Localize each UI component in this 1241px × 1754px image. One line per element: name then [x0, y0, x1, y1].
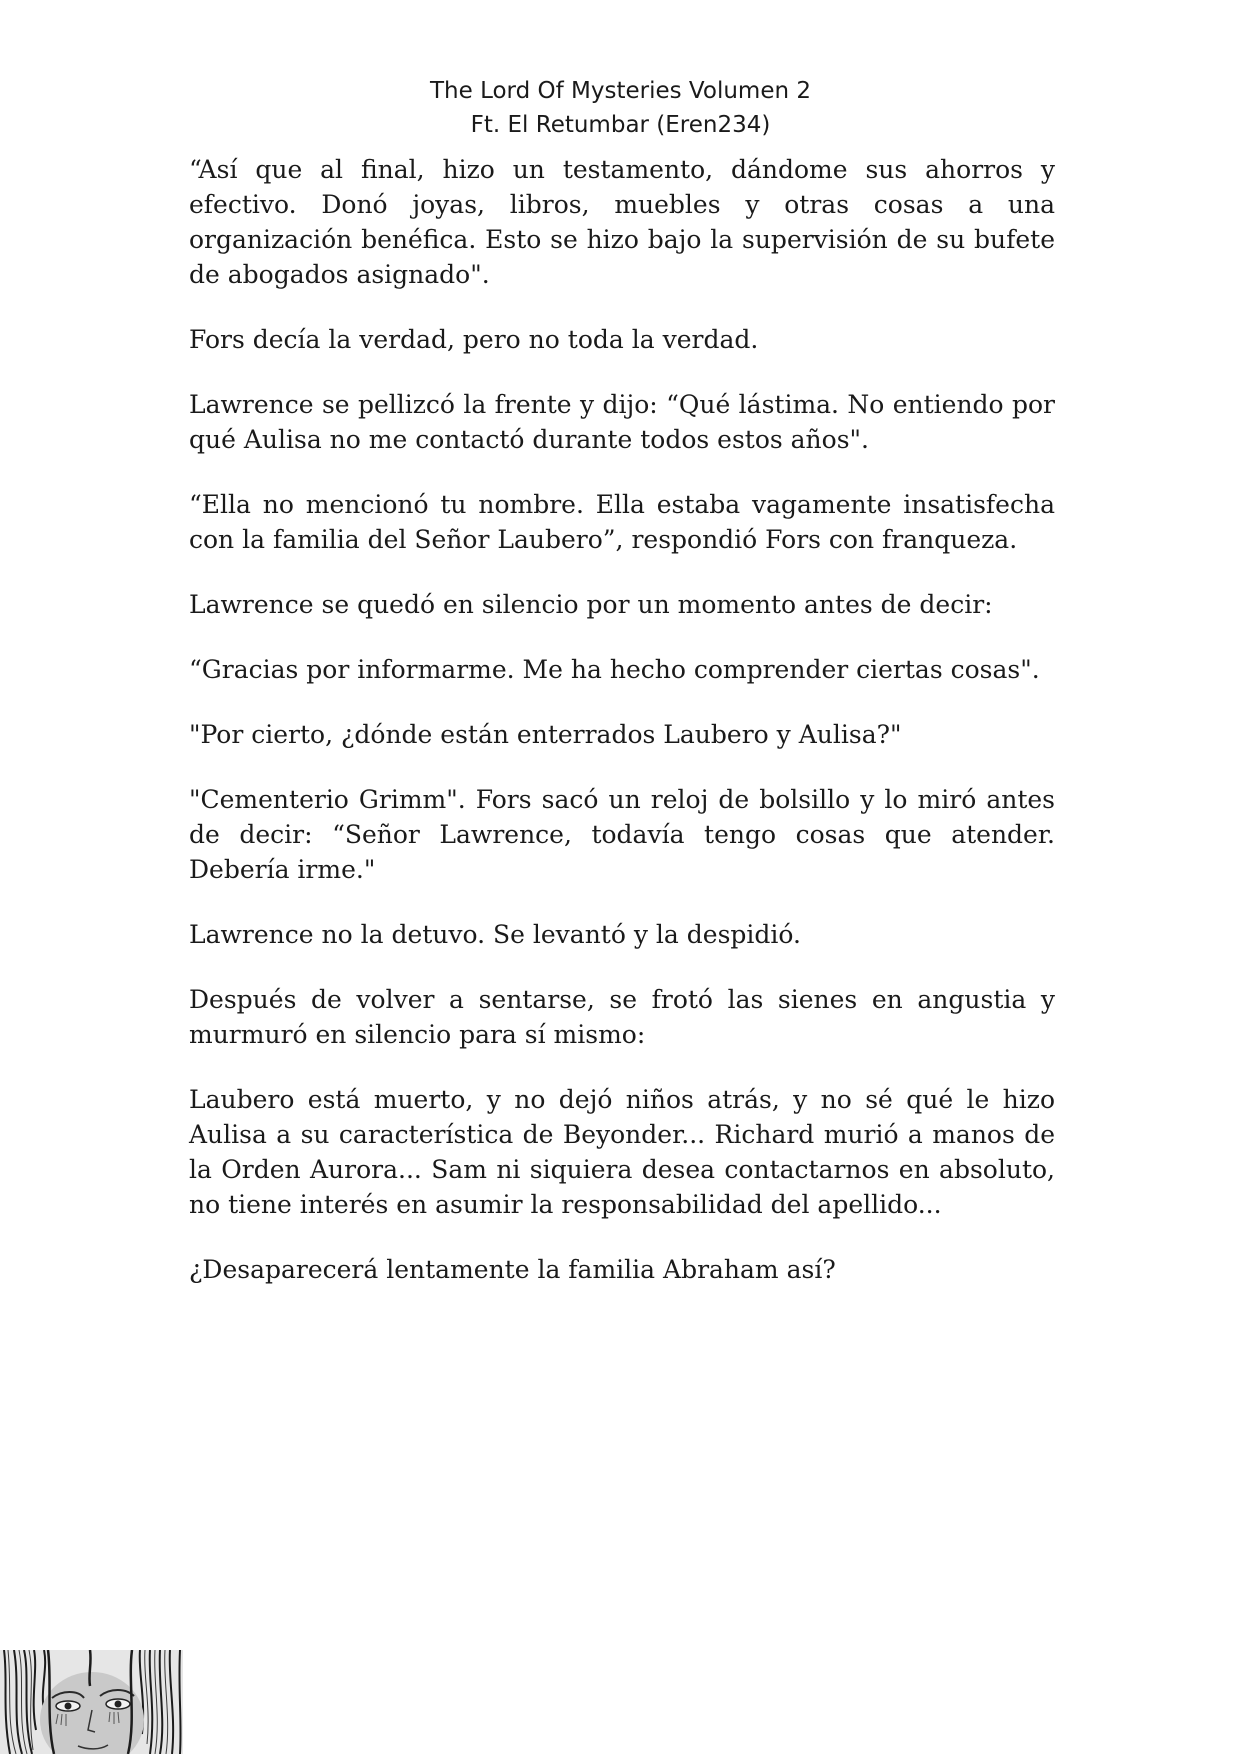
header-title: The Lord Of Mysteries Volumen 2	[429, 78, 811, 104]
paragraph: "Por cierto, ¿dónde están enterrados Laubero y Aulisa?"	[189, 720, 902, 749]
manga-portrait-image	[0, 1650, 183, 1754]
paragraph: Fors decía la verdad, pero no toda la verdad.	[189, 325, 759, 354]
portrait-illustration	[0, 1650, 183, 1754]
paragraph: Laubero está muerto, y no dejó niños atrás, y no sé qué le hizo Aulisa a su característica de Beyonder... Richard murió a manos de la Orden Aurora... Sam ni siquiera desea contactarnos en absoluto, no tiene interés en asumir la responsabilidad del apellido...	[189, 1085, 1055, 1219]
paragraph: “Gracias por informarme. Me ha hecho comprender ciertas cosas".	[189, 655, 1040, 684]
paragraph: ¿Desaparecerá lentamente la familia Abraham así?	[189, 1255, 836, 1284]
paragraph: Después de volver a sentarse, se frotó las sienes en angustia y murmuró en silencio para sí mismo:	[189, 985, 1055, 1049]
paragraph: Lawrence se quedó en silencio por un momento antes de decir:	[189, 590, 993, 619]
document-body	[189, 152, 1055, 1317]
header-credit: Ft. El Retumbar (Eren234)	[470, 112, 771, 138]
page-header	[0, 74, 1241, 142]
paragraph: “Ella no mencionó tu nombre. Ella estaba vagamente insatisfecha con la familia del Señor Laubero”, respondió Fors con franqueza.	[189, 490, 1055, 554]
paragraph: "Cementerio Grimm". Fors sacó un reloj de bolsillo y lo miró antes de decir: “Señor Lawrence, todavía tengo cosas que atender. Debería irme."	[189, 785, 1055, 884]
paragraph: Lawrence no la detuvo. Se levantó y la despidió.	[189, 920, 801, 949]
paragraph: Lawrence se pellizcó la frente y dijo: “Qué lástima. No entiendo por qué Aulisa no me contactó durante todos estos años".	[189, 390, 1055, 454]
paragraph: “Así que al final, hizo un testamento, dándome sus ahorros y efectivo. Donó joyas, libros, muebles y otras cosas a una organización benéfica. Esto se hizo bajo la supervisión de su bufete de abogados asignado".	[189, 155, 1055, 289]
